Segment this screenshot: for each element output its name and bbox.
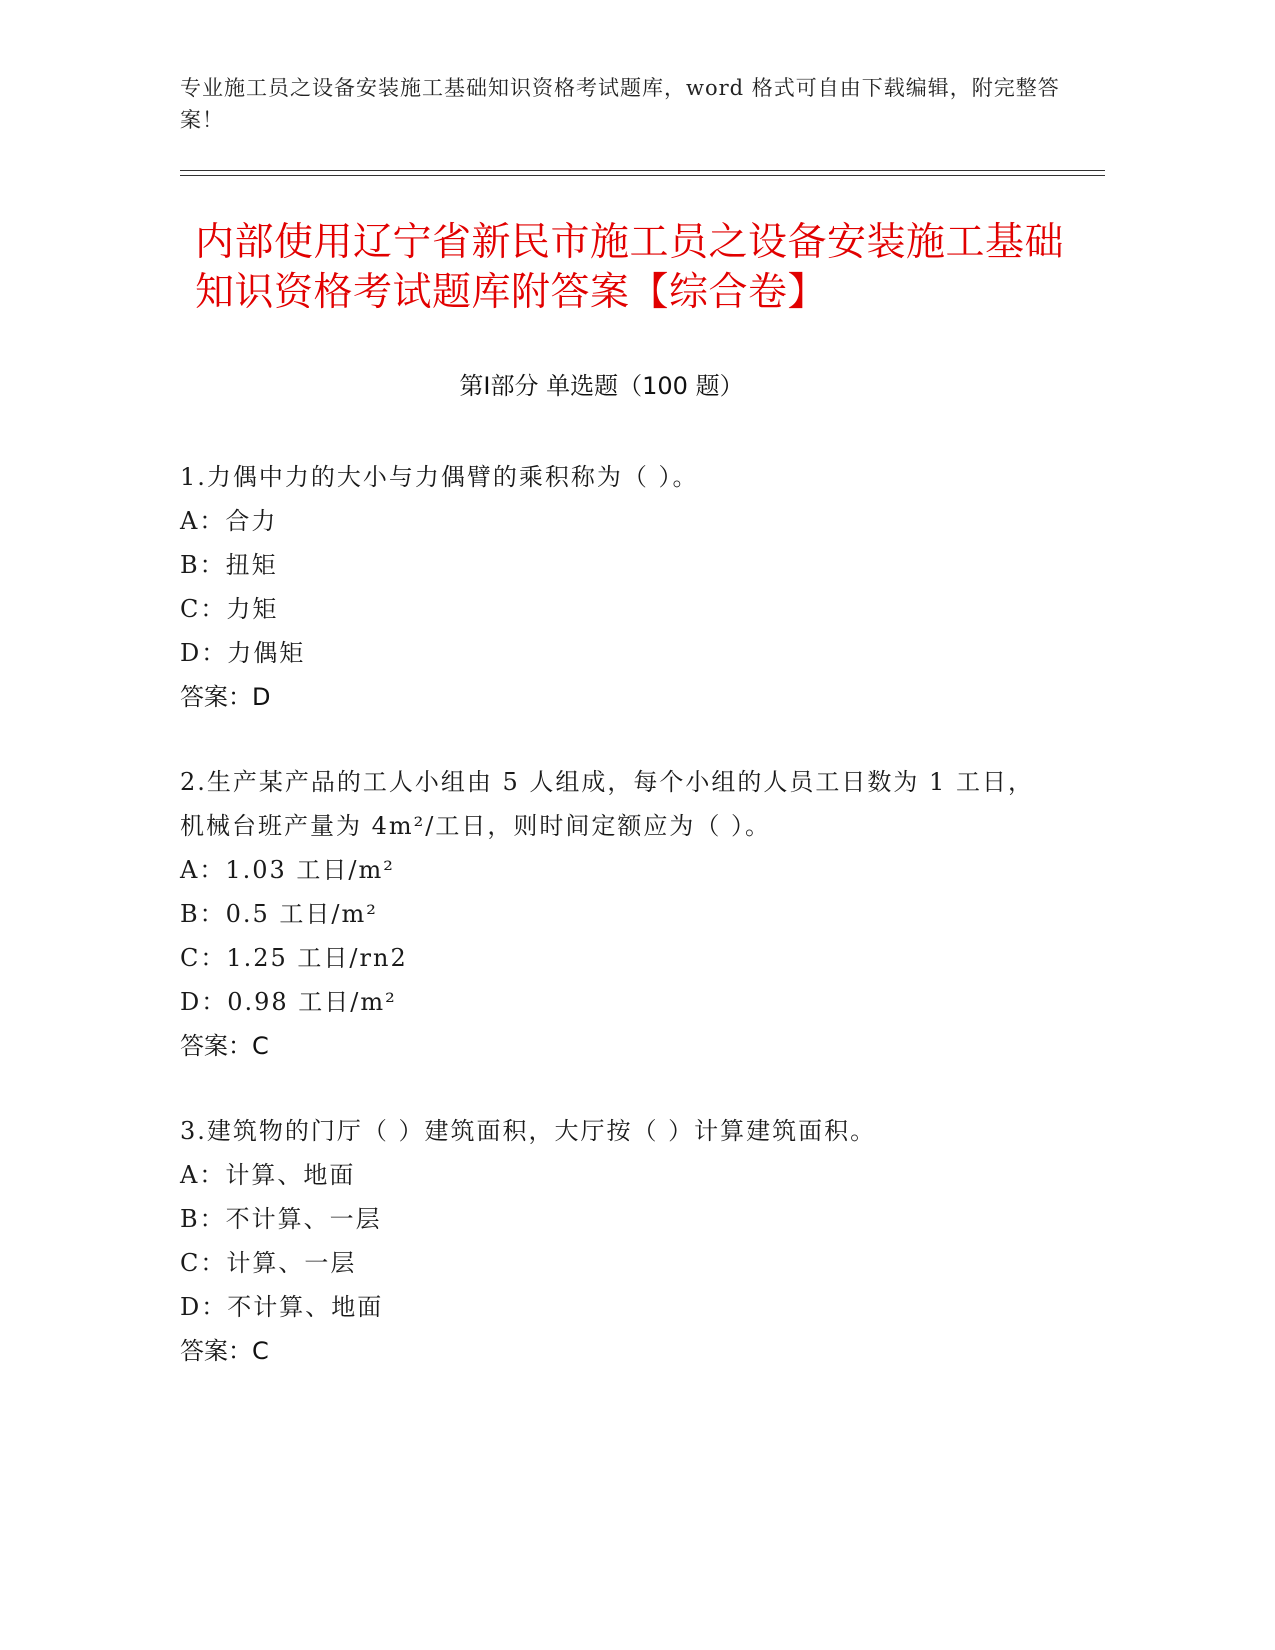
option-c: C：力矩 xyxy=(180,595,279,623)
option-b: B：不计算、一层 xyxy=(180,1205,382,1233)
option-d: D：力偶矩 xyxy=(180,639,306,667)
option-c: C：1.25 工日/rn2 xyxy=(180,944,408,972)
question-stem: 1.力偶中力的大小与力偶臂的乘积称为（ ）。 xyxy=(180,463,699,491)
question-stem: 3.建筑物的门厅（ ）建筑面积，大厅按（ ）计算建筑面积。 xyxy=(180,1117,877,1145)
option-d: D：不计算、地面 xyxy=(180,1293,384,1321)
header-divider-top xyxy=(180,170,1105,171)
section-title: 第Ⅰ部分 单选题（100 题） xyxy=(459,372,744,400)
option-c: C：计算、一层 xyxy=(180,1249,357,1277)
header-note: 专业施工员之设备安装施工基础知识资格考试题库，word 格式可自由下载编辑，附完整答案！ xyxy=(180,76,1060,132)
question-item xyxy=(180,455,1040,719)
answer-line: 答案：D xyxy=(180,683,271,711)
option-b: B：0.5 工日/m² xyxy=(180,900,378,928)
document-title: 内部使用辽宁省新民市施工员之设备安装施工基础知识资格考试题库附答案【综合卷】 xyxy=(195,220,1065,315)
question-item xyxy=(180,1109,1040,1373)
option-a: A：计算、地面 xyxy=(180,1161,356,1189)
question-stem: 2.生产某产品的工人小组由 5 人组成，每个小组的人员工日数为 1 工日，机械台班产量为 4m²/工日，则时间定额应为（ ）。 xyxy=(180,768,1034,840)
question-list xyxy=(180,455,1040,1414)
option-b: B：扭矩 xyxy=(180,551,278,579)
header-divider-bottom xyxy=(180,175,1105,176)
question-item xyxy=(180,760,1040,1068)
option-a: A：1.03 工日/m² xyxy=(180,856,395,884)
answer-line: 答案：C xyxy=(180,1337,269,1365)
answer-line: 答案：C xyxy=(180,1032,269,1060)
option-d: D：0.98 工日/m² xyxy=(180,988,397,1016)
option-a: A：合力 xyxy=(180,507,278,535)
